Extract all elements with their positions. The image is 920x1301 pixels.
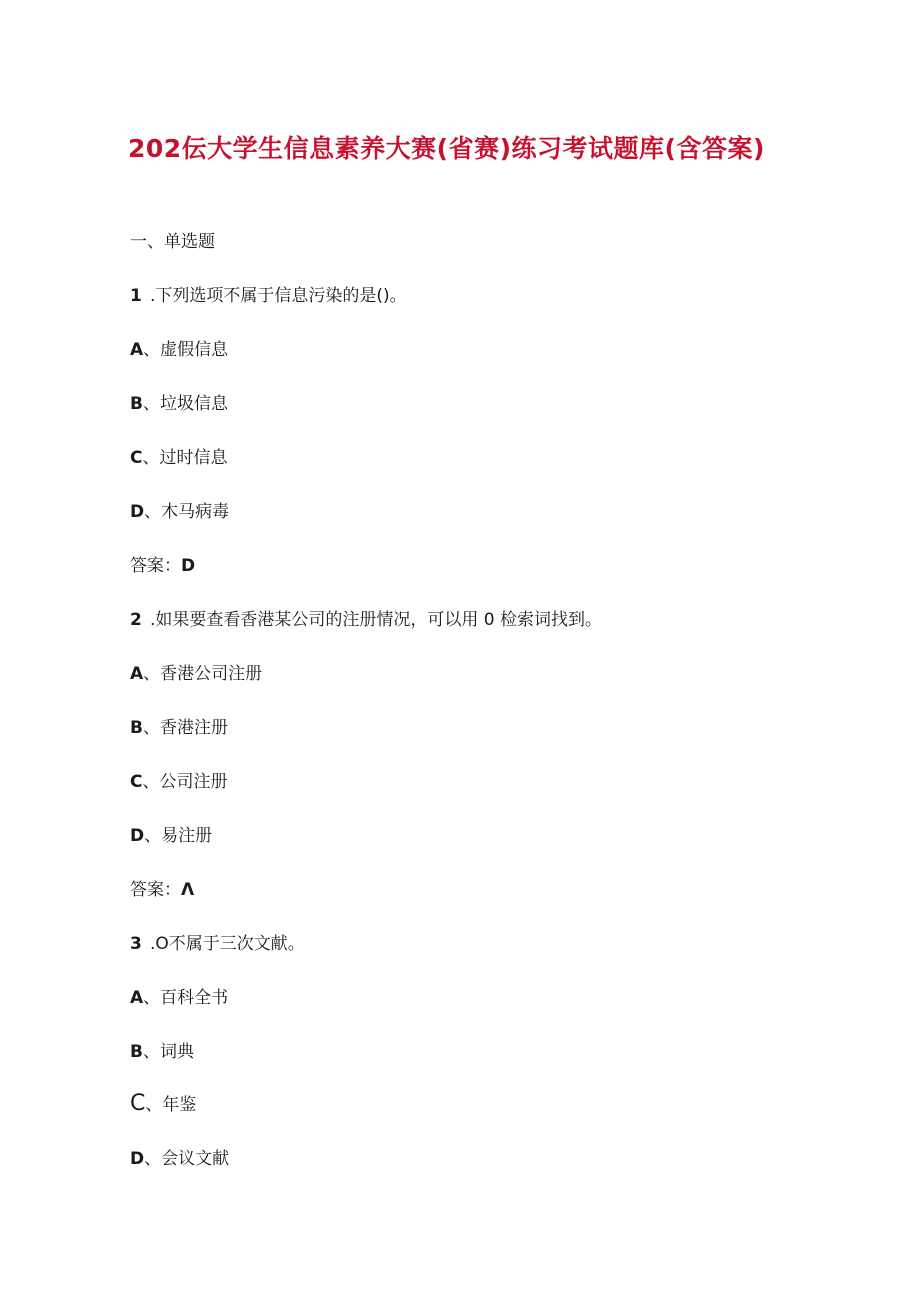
question-3 (130, 931, 305, 957)
option-letter: B (130, 394, 143, 414)
question-number: 1 (130, 286, 142, 306)
question-1 (130, 283, 407, 309)
option-separator: 、 (142, 448, 160, 468)
option-letter: C (130, 1091, 146, 1116)
answer-label: 答案： (130, 880, 181, 900)
option-separator: 、 (142, 1042, 160, 1062)
option-text: 过时信息 (159, 448, 228, 468)
q3-option-a (130, 985, 228, 1011)
q1-answer (130, 553, 195, 579)
q2-option-c (130, 769, 227, 795)
q2-option-d (130, 823, 212, 849)
option-separator: 、 (143, 664, 161, 684)
option-letter: B (130, 718, 143, 738)
option-separator: 、 (142, 772, 160, 792)
answer-value: Λ (181, 880, 195, 900)
option-letter: A (130, 664, 144, 684)
option-text: 百科全书 (160, 988, 229, 1008)
option-separator: 、 (142, 394, 160, 414)
q1-option-c (130, 445, 227, 471)
q1-option-a (130, 337, 228, 363)
question-stem: .下列选项不属于信息污染的是()。 (150, 286, 407, 306)
option-letter: C (130, 772, 143, 792)
document-title: 202伝大学生信息素养大赛(省赛)练习考试题库(含答案) (128, 134, 765, 163)
option-letter: C (130, 448, 143, 468)
q2-answer (130, 877, 194, 903)
option-separator: 、 (144, 502, 162, 522)
question-number: 3 (130, 934, 142, 954)
option-text: 会议文献 (161, 1149, 230, 1169)
q3-option-d (130, 1146, 229, 1172)
option-letter: A (130, 988, 144, 1008)
option-separator: 、 (143, 988, 161, 1008)
question-number: 2 (130, 610, 142, 630)
option-text: 虚假信息 (160, 340, 229, 360)
option-text: 词典 (159, 1042, 194, 1062)
q2-option-b (130, 715, 228, 741)
question-stem: .O不属于三次文献。 (150, 934, 305, 954)
option-letter: D (130, 1149, 145, 1169)
option-text: 公司注册 (159, 772, 228, 792)
option-letter: A (130, 340, 144, 360)
question-stem: .如果要查看香港某公司的注册情况，可以用 0 检索词找到。 (150, 610, 603, 630)
question-2 (130, 607, 602, 633)
option-separator: 、 (144, 826, 162, 846)
option-text: 香港公司注册 (160, 664, 263, 684)
option-text: 年鉴 (162, 1095, 197, 1115)
q3-option-c (130, 1091, 196, 1118)
q3-option-b (130, 1039, 194, 1065)
section-heading: 一、单选题 (130, 232, 215, 252)
option-letter: B (130, 1042, 143, 1062)
option-text: 香港注册 (159, 718, 228, 738)
answer-value: D (181, 556, 196, 576)
option-text: 垃圾信息 (159, 394, 228, 414)
option-letter: D (130, 826, 145, 846)
q1-option-b (130, 391, 228, 417)
option-separator: 、 (142, 718, 160, 738)
option-separator: 、 (144, 1149, 162, 1169)
q2-option-a (130, 661, 262, 687)
option-text: 易注册 (161, 826, 213, 846)
option-text: 木马病毒 (161, 502, 230, 522)
q1-option-d (130, 499, 229, 525)
option-separator: 、 (143, 340, 161, 360)
answer-label: 答案： (130, 556, 181, 576)
option-separator: 、 (145, 1095, 163, 1115)
option-letter: D (130, 502, 145, 522)
